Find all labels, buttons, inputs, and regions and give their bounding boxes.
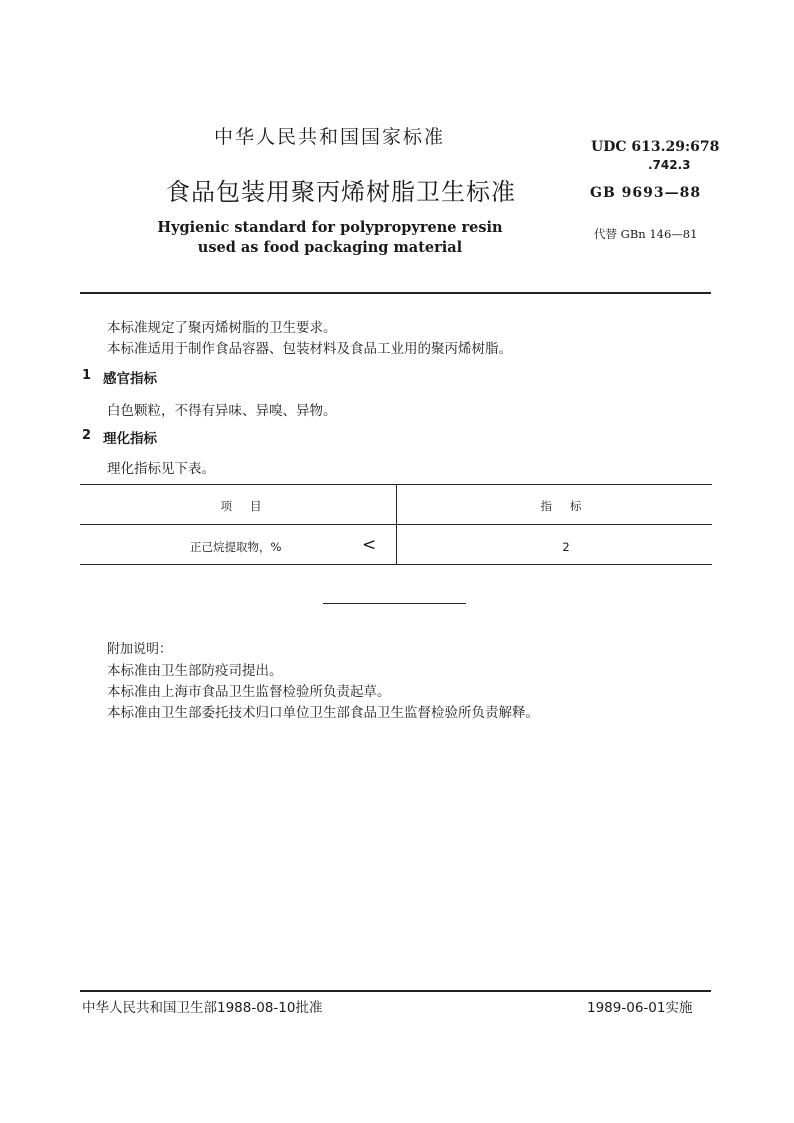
section-1-number: 1 [82, 368, 92, 383]
replaces-standard: 代替 GBn 146—81 [594, 227, 698, 241]
effective-date: 1989-06-01实施 [587, 1000, 693, 1016]
section-2-title: 理化指标 [103, 431, 157, 447]
table-cell-comparator: < [362, 535, 377, 555]
header-divider [80, 292, 711, 294]
table-bottom-rule [80, 564, 712, 565]
section-2-number: 2 [82, 428, 92, 443]
intro-paragraph-1: 本标准规定了聚丙烯树脂的卫生要求。 [107, 320, 337, 336]
intro-paragraph-2: 本标准适用于制作食品容器、包装材料及食品工业用的聚丙烯树脂。 [107, 341, 512, 357]
section-1-title: 感官指标 [103, 371, 157, 387]
footer-divider [80, 990, 711, 992]
document-title-en-line2: used as food packaging material [197, 239, 463, 256]
table-cell-value: 2 [562, 540, 570, 554]
table-cell-item: 正己烷提取物，% [190, 540, 282, 554]
end-of-text-rule [323, 603, 466, 604]
approval-date: 中华人民共和国卫生部1988-08-10批准 [82, 1000, 323, 1016]
note-item: 本标准由卫生部防疫司提出。 [107, 663, 283, 679]
udc-code: UDC 613.29:678 [591, 139, 720, 155]
section-2-body: 理化指标见下表。 [107, 461, 215, 477]
section-1-body: 白色颗粒，不得有异味、异嗅、异物。 [107, 403, 337, 419]
note-item: 本标准由卫生部委托技术归口单位卫生部食品卫生监督检验所负责解释。 [107, 705, 539, 721]
udc-code-continued: .742.3 [648, 158, 691, 172]
document-title-en-line1: Hygienic standard for polypropyrene resin [157, 219, 503, 236]
note-item: 本标准由上海市食品卫生监督检验所负责起草。 [107, 684, 391, 700]
gb-standard-number: GB 9693—88 [590, 185, 702, 201]
table-column-divider [396, 485, 397, 564]
national-standard-heading: 中华人民共和国国家标准 [214, 126, 446, 148]
notes-label: 附加说明： [107, 642, 173, 657]
table-header-item: 项目 [220, 499, 280, 513]
document-title-cn: 食品包装用聚丙烯树脂卫生标准 [166, 178, 516, 206]
table-header-index: 指标 [540, 499, 600, 513]
